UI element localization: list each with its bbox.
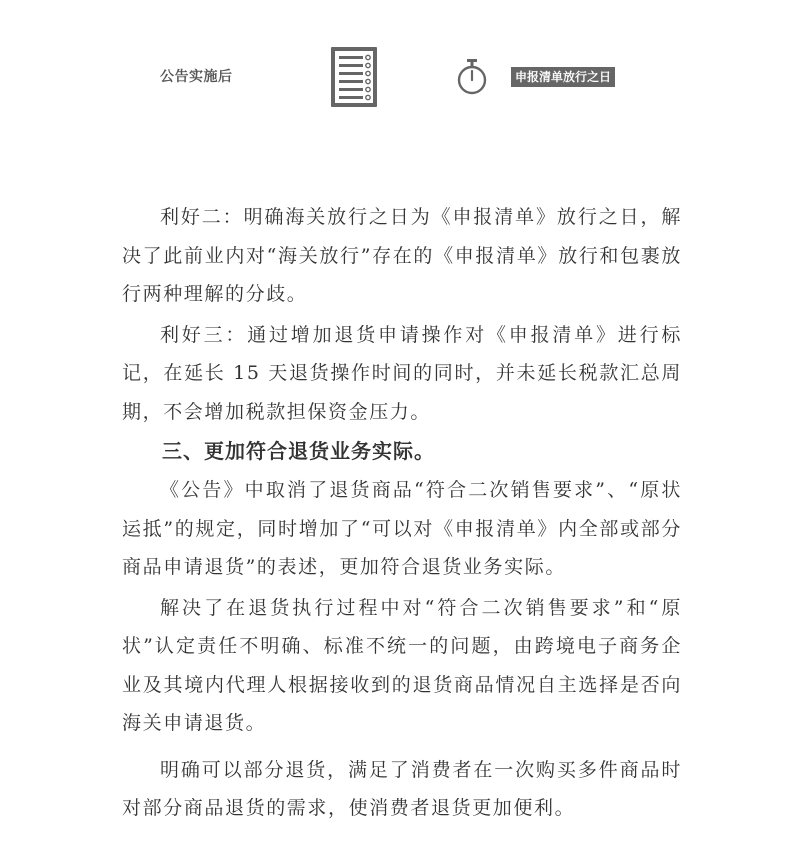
- article-body: [122, 198, 682, 828]
- stopwatch-icon: [455, 58, 489, 96]
- checklist-document-icon: [330, 46, 378, 108]
- paragraph-benefit-two: 利好二：明确海关放行之日为《申报清单》放行之日，解决了此前业内对“海关放行”存在的《申报清单》放行和包裹放行两种理解的分歧。: [122, 206, 682, 305]
- section-heading-three: 三、更加符合退货业务实际。: [162, 439, 435, 463]
- paragraph-benefit-three: 利好三：通过增加退货申请操作对《申报清单》进行标记，在延长 15 天退货操作时间的同时，并未延长税款汇总周期，不会增加税款担保资金压力。: [122, 323, 682, 423]
- after-announcement-label: 公告实施后: [160, 69, 233, 85]
- paragraph-responsibility: 解决了在退货执行过程中对“符合二次销售要求”和“原状”认定责任不明确、标准不统一的问题，由跨境电子商务企业及其境内代理人根据接收到的退货商品情况自主选择是否向海关申请退货。: [122, 596, 682, 734]
- paragraph-announcement-changes: 《公告》中取消了退货商品“符合二次销售要求”、“原状运抵”的规定，同时增加了“可以对《申报清单》内全部或部分商品申请退货”的表述，更加符合退货业务实际。: [122, 479, 682, 578]
- paragraph-partial-return: 明确可以部分退货，满足了消费者在一次购买多件商品时对部分商品退货的需求，使消费者退货更加便利。: [122, 758, 682, 819]
- release-date-badge: 申报清单放行之日: [511, 67, 615, 87]
- header-illustration: [0, 0, 800, 150]
